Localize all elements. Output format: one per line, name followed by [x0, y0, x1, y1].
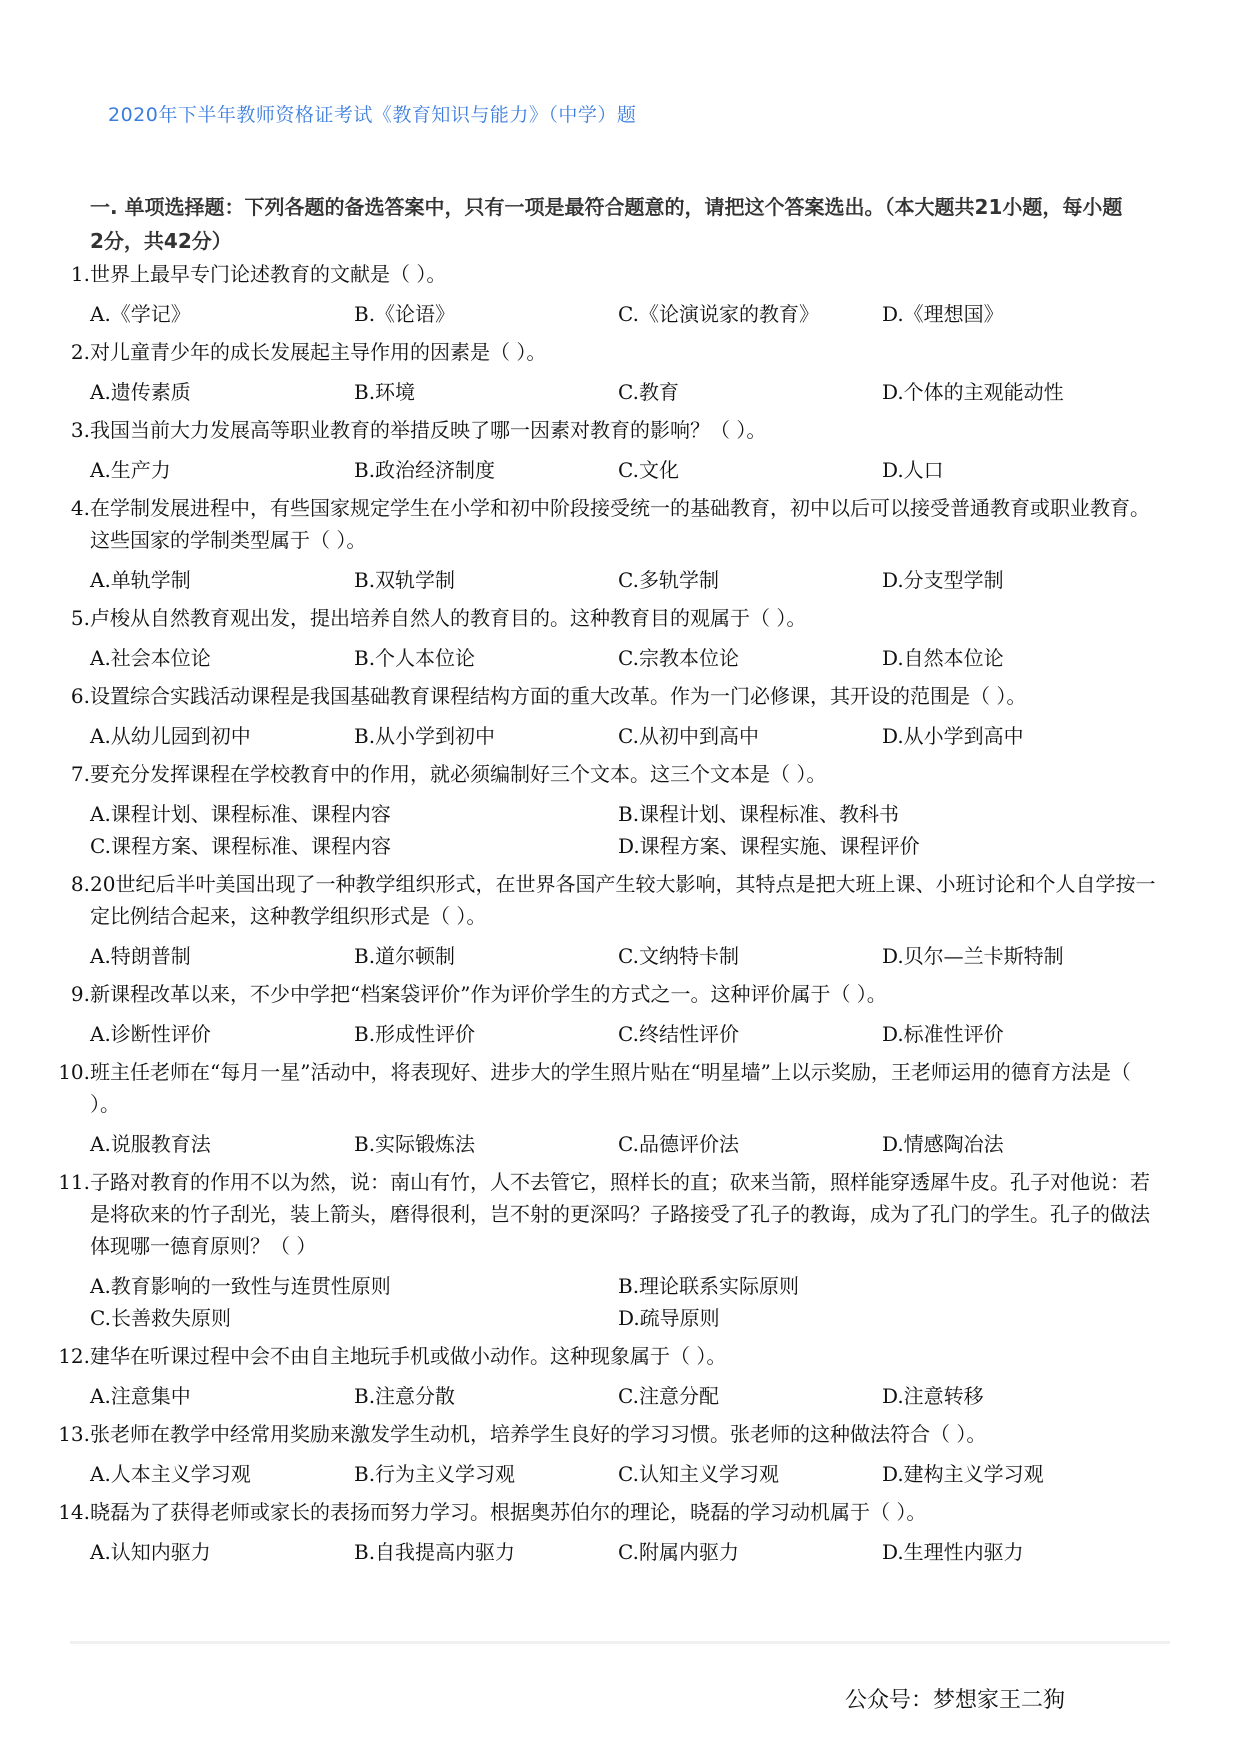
answer-option: C.文纳特卡制	[618, 944, 739, 968]
question-item	[58, 492, 1158, 596]
question-item	[58, 680, 1158, 752]
question-item	[58, 868, 1158, 972]
question-stem	[58, 336, 1158, 376]
answer-option: D.疏导原则	[618, 1306, 720, 1330]
question-number: 12.	[58, 1344, 90, 1368]
question-number: 9.	[70, 982, 90, 1006]
answer-option: A.社会本位论	[90, 646, 211, 670]
question-stem	[58, 492, 1158, 564]
answer-option: A.说服教育法	[90, 1132, 211, 1156]
question-stem	[58, 414, 1158, 454]
question-item	[58, 602, 1158, 674]
answer-option: A.注意集中	[90, 1384, 191, 1408]
answer-option: D.人口	[882, 458, 944, 482]
answer-option: B.实际锻炼法	[354, 1132, 476, 1156]
answer-option: C.品德评价法	[618, 1132, 739, 1156]
question-number: 13.	[58, 1422, 90, 1446]
question-item	[58, 1340, 1158, 1412]
answer-options	[58, 642, 1158, 674]
answer-option: B.从小学到初中	[354, 724, 496, 748]
question-number: 6.	[70, 684, 90, 708]
answer-option: B.行为主义学习观	[354, 1462, 516, 1486]
question-item	[58, 1418, 1158, 1490]
answer-option: C.《论演说家的教育》	[618, 302, 819, 326]
document-title: 2020年下半年教师资格证考试《教育知识与能力》（中学）题	[108, 104, 637, 126]
answer-option: A.从幼儿园到初中	[90, 724, 251, 748]
answer-options	[58, 720, 1158, 752]
answer-option: C.从初中到高中	[618, 724, 759, 748]
question-text: 晓磊为了获得老师或家长的表扬而努力学习。根据奥苏伯尔的理论，晓磊的学习动机属于（ ）。	[90, 1500, 927, 1524]
question-number: 11.	[58, 1170, 90, 1194]
question-item	[58, 758, 1158, 862]
question-number: 10.	[58, 1060, 90, 1084]
answer-options	[58, 798, 1158, 862]
answer-option: B.课程计划、课程标准、教科书	[618, 802, 900, 826]
answer-options	[58, 1018, 1158, 1050]
answer-options	[58, 1380, 1158, 1412]
footer-text: 公众号：梦想家王二狗	[845, 1688, 1066, 1713]
answer-option: C.宗教本位论	[618, 646, 739, 670]
question-item	[58, 336, 1158, 408]
answer-option: B.政治经济制度	[354, 458, 496, 482]
answer-option: A.诊断性评价	[90, 1022, 211, 1046]
answer-option: A.认知内驱力	[90, 1540, 211, 1564]
answer-option: D.个体的主观能动性	[882, 380, 1064, 404]
question-stem	[58, 602, 1158, 642]
answer-option: D.《理想国》	[882, 302, 1004, 326]
answer-option: B.形成性评价	[354, 1022, 476, 1046]
question-stem	[58, 258, 1158, 298]
answer-option: A.人本主义学习观	[90, 1462, 251, 1486]
question-number: 7.	[70, 762, 90, 786]
question-number: 2.	[70, 340, 90, 364]
question-stem	[58, 1418, 1158, 1458]
answer-option: D.从小学到高中	[882, 724, 1024, 748]
answer-option: A.特朗普制	[90, 944, 191, 968]
question-number: 14.	[58, 1500, 90, 1524]
answer-options	[58, 376, 1158, 408]
question-number: 3.	[70, 418, 90, 442]
question-number: 4.	[70, 496, 90, 520]
question-stem	[58, 758, 1158, 798]
question-text: 子路对教育的作用不以为然，说：南山有竹，人不去管它，照样长的直；砍来当箭，照样能穿透犀牛皮。孔子对他说：若是将砍来的竹子刮光，装上箭头，磨得很利，岂不射的更深吗？子路接受了孔子的教诲，成为了孔门的学生。孔子的做法体现哪一德育原则？（ ）	[90, 1170, 1150, 1258]
answer-option: A.遗传素质	[90, 380, 191, 404]
answer-option: B.注意分散	[354, 1384, 456, 1408]
question-list	[58, 258, 1158, 1574]
answer-option: C.教育	[618, 380, 679, 404]
footer-divider	[70, 1641, 1170, 1644]
answer-option: B.道尔顿制	[354, 944, 456, 968]
question-stem	[58, 680, 1158, 720]
answer-option: C.认知主义学习观	[618, 1462, 779, 1486]
question-text: 世界上最早专门论述教育的文献是（ ）。	[90, 262, 447, 286]
question-text: 20世纪后半叶美国出现了一种教学组织形式，在世界各国产生较大影响，其特点是把大班上课、小班讨论和个人自学按一定比例结合起来，这种教学组织形式是（ ）。	[90, 872, 1156, 928]
question-text: 对儿童青少年的成长发展起主导作用的因素是（ ）。	[90, 340, 547, 364]
answer-option: B.个人本位论	[354, 646, 476, 670]
question-text: 张老师在教学中经常用奖励来激发学生动机，培养学生良好的学习习惯。张老师的这种做法符合（ ）。	[90, 1422, 987, 1446]
answer-option: D.生理性内驱力	[882, 1540, 1024, 1564]
answer-option: D.贝尔—兰卡斯特制	[882, 944, 1064, 968]
answer-option: C.终结性评价	[618, 1022, 739, 1046]
question-text: 建华在听课过程中会不由自主地玩手机或做小动作。这种现象属于（ ）。	[90, 1344, 727, 1368]
answer-options	[58, 298, 1158, 330]
question-stem	[58, 1056, 1158, 1128]
question-item	[58, 1496, 1158, 1568]
question-number: 8.	[70, 872, 90, 896]
answer-option: C.多轨学制	[618, 568, 719, 592]
answer-options	[58, 564, 1158, 596]
question-item	[58, 978, 1158, 1050]
answer-option: C.课程方案、课程标准、课程内容	[90, 834, 391, 858]
answer-option: A.单轨学制	[90, 568, 191, 592]
question-text: 要充分发挥课程在学校教育中的作用，就必须编制好三个文本。这三个文本是（ ）。	[90, 762, 827, 786]
question-number: 5.	[70, 606, 90, 630]
question-item	[58, 1166, 1158, 1334]
answer-option: C.长善救失原则	[90, 1306, 231, 1330]
answer-option: D.分支型学制	[882, 568, 1004, 592]
answer-option: B.自我提高内驱力	[354, 1540, 516, 1564]
answer-option: D.课程方案、课程实施、课程评价	[618, 834, 920, 858]
answer-option: B.《论语》	[354, 302, 456, 326]
answer-option: D.情感陶冶法	[882, 1132, 1004, 1156]
answer-option: A.课程计划、课程标准、课程内容	[90, 802, 391, 826]
answer-option: C.附属内驱力	[618, 1540, 739, 1564]
answer-options	[58, 1128, 1158, 1160]
answer-option: A.《学记》	[90, 302, 191, 326]
answer-options	[58, 454, 1158, 486]
answer-option: A.教育影响的一致性与连贯性原则	[90, 1274, 391, 1298]
answer-option: C.文化	[618, 458, 679, 482]
question-stem	[58, 868, 1158, 940]
answer-option: C.注意分配	[618, 1384, 719, 1408]
question-stem	[58, 1496, 1158, 1536]
question-text: 在学制发展进程中，有些国家规定学生在小学和初中阶段接受统一的基础教育，初中以后可以接受普通教育或职业教育。这些国家的学制类型属于（ ）。	[90, 496, 1150, 552]
question-text: 卢梭从自然教育观出发，提出培养自然人的教育目的。这种教育目的观属于（ ）。	[90, 606, 807, 630]
question-text: 设置综合实践活动课程是我国基础教育课程结构方面的重大改革。作为一门必修课，其开设的范围是（ ）。	[90, 684, 1027, 708]
answer-option: D.自然本位论	[882, 646, 1004, 670]
section-header: 一. 单项选择题：下列各题的备选答案中，只有一项是最符合题意的，请把这个答案选出。（本大题共21小题，每小题2分，共42分）	[90, 195, 1123, 253]
question-stem	[58, 1340, 1158, 1380]
answer-option: D.标准性评价	[882, 1022, 1004, 1046]
answer-option: D.建构主义学习观	[882, 1462, 1044, 1486]
question-number: 1.	[70, 262, 90, 286]
question-item	[58, 414, 1158, 486]
question-text: 班主任老师在“每月一星”活动中，将表现好、进步大的学生照片贴在“明星墙”上以示奖励，王老师运用的德育方法是（ ）。	[90, 1060, 1131, 1116]
answer-option: B.双轨学制	[354, 568, 456, 592]
answer-option: B.理论联系实际原则	[618, 1274, 800, 1298]
question-stem	[58, 978, 1158, 1018]
question-stem	[58, 1166, 1158, 1270]
question-text: 新课程改革以来，不少中学把“档案袋评价”作为评价学生的方式之一。这种评价属于（ ）。	[90, 982, 887, 1006]
answer-option: D.注意转移	[882, 1384, 984, 1408]
answer-options	[58, 940, 1158, 972]
answer-options	[58, 1270, 1158, 1334]
answer-option: A.生产力	[90, 458, 171, 482]
question-text: 我国当前大力发展高等职业教育的举措反映了哪一因素对教育的影响？（ ）。	[90, 418, 767, 442]
question-item	[58, 1056, 1158, 1160]
answer-options	[58, 1458, 1158, 1490]
question-item	[58, 258, 1158, 330]
answer-option: B.环境	[354, 380, 416, 404]
answer-options	[58, 1536, 1158, 1568]
